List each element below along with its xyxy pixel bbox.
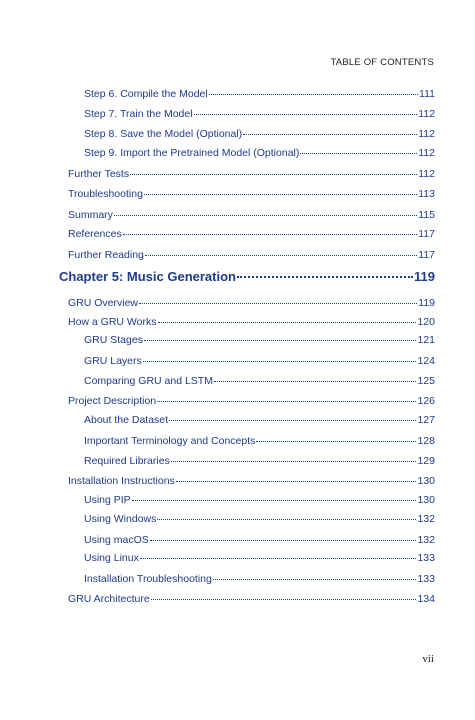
toc-entry[interactable] <box>68 249 435 261</box>
toc-entry-page-number[interactable]: 132 <box>417 534 435 546</box>
dot-leader <box>144 340 417 341</box>
dot-leader <box>209 94 418 95</box>
toc-entry[interactable] <box>84 414 435 426</box>
toc-entry[interactable] <box>68 593 435 605</box>
toc-entry-page-number[interactable]: 112 <box>418 108 435 120</box>
toc-entry-page-number[interactable]: 130 <box>417 475 435 487</box>
toc-entry-label[interactable]: Further Tests <box>68 168 130 180</box>
toc-entry-page-number[interactable]: 133 <box>417 552 435 564</box>
dot-leader <box>213 579 417 580</box>
toc-entry[interactable] <box>84 375 435 387</box>
dot-leader <box>145 255 417 256</box>
dot-leader <box>194 114 418 115</box>
toc-entry[interactable] <box>68 168 435 180</box>
toc-entry-page-number[interactable]: 127 <box>417 414 435 426</box>
toc-entry-page-number[interactable]: 133 <box>417 573 435 585</box>
toc-entry[interactable] <box>84 513 435 525</box>
toc-entry-label[interactable]: Summary <box>68 209 113 221</box>
toc-entry-page-number[interactable]: 112 <box>418 147 435 159</box>
toc-entry-label[interactable]: Step 9. Import the Pretrained Model (Optional) <box>84 147 300 159</box>
toc-entry-label[interactable]: Step 7. Train the Model <box>84 108 193 120</box>
toc-entry[interactable] <box>84 128 435 140</box>
toc-entry-label[interactable]: Chapter 5: Music Generation <box>59 269 236 284</box>
toc-entry[interactable] <box>68 475 435 487</box>
toc-entry-label[interactable]: Using PIP <box>84 494 131 506</box>
dot-leader <box>169 420 416 421</box>
dot-leader <box>214 381 417 382</box>
dot-leader <box>171 461 417 462</box>
toc-entry[interactable] <box>68 316 435 328</box>
toc-entry-label[interactable]: GRU Stages <box>84 334 143 346</box>
dot-leader <box>139 303 417 304</box>
toc-entry[interactable] <box>68 228 435 240</box>
toc-entry[interactable] <box>84 108 435 120</box>
dot-leader <box>237 276 413 278</box>
toc-entry-page-number[interactable]: 124 <box>417 355 435 367</box>
dot-leader <box>300 153 417 154</box>
toc-entry-page-number[interactable]: 121 <box>417 334 435 346</box>
dot-leader <box>158 322 417 323</box>
toc-entry-label[interactable]: Step 6. Compile the Model <box>84 88 208 100</box>
dot-leader <box>151 599 417 600</box>
toc-entry-label[interactable]: How a GRU Works <box>68 316 157 328</box>
toc-entry[interactable] <box>84 88 435 100</box>
toc-entry-label[interactable]: Comparing GRU and LSTM <box>84 375 213 387</box>
page-number: vii <box>422 653 434 665</box>
dot-leader <box>143 361 417 362</box>
toc-entry-page-number[interactable]: 119 <box>418 297 435 309</box>
toc-entry-label[interactable]: Step 8. Save the Model (Optional) <box>84 128 243 140</box>
toc-entry-page-number[interactable]: 119 <box>414 269 435 284</box>
toc-entry[interactable] <box>84 534 435 546</box>
dot-leader <box>140 558 417 559</box>
toc-entry-label[interactable]: References <box>68 228 122 240</box>
toc-entry-page-number[interactable]: 125 <box>417 375 435 387</box>
toc-entry-label[interactable]: Installation Troubleshooting <box>84 573 212 585</box>
dot-leader <box>114 215 417 216</box>
toc-entry-label[interactable]: GRU Architecture <box>68 593 150 605</box>
dot-leader <box>150 540 417 541</box>
toc-entry-page-number[interactable]: 120 <box>417 316 435 328</box>
toc-entry-page-number[interactable]: 117 <box>418 249 435 261</box>
dot-leader <box>157 519 416 520</box>
toc-entry[interactable] <box>68 297 435 309</box>
toc-entry-label[interactable]: Troubleshooting <box>68 188 143 200</box>
toc-entry-page-number[interactable]: 132 <box>417 513 435 525</box>
toc-entry[interactable] <box>84 334 435 346</box>
toc-entry-page-number[interactable]: 111 <box>419 88 435 100</box>
toc-entry-label[interactable]: About the Dataset <box>84 414 169 426</box>
dot-leader <box>130 174 417 175</box>
toc-entry-page-number[interactable]: 113 <box>418 188 435 200</box>
toc-entry-page-number[interactable]: 134 <box>417 593 435 605</box>
toc-entry[interactable] <box>84 494 435 506</box>
toc-entry[interactable] <box>84 573 435 585</box>
toc-entry-page-number[interactable]: 117 <box>418 228 435 240</box>
dot-leader <box>144 194 417 195</box>
toc-entry-label[interactable]: Using macOS <box>84 534 149 546</box>
dot-leader <box>176 481 417 482</box>
toc-entry-page-number[interactable]: 112 <box>418 168 435 180</box>
dot-leader <box>123 234 418 235</box>
toc-entry-page-number[interactable]: 130 <box>417 494 435 506</box>
toc-entry-page-number[interactable]: 115 <box>418 209 435 221</box>
toc-entry[interactable] <box>84 147 435 159</box>
toc-entry-label[interactable]: Important Terminology and Concepts <box>84 435 256 447</box>
toc-entry-page-number[interactable]: 129 <box>417 455 435 467</box>
toc-entry-label[interactable]: Using Linux <box>84 552 139 564</box>
toc-entry-label[interactable]: Installation Instructions <box>68 475 175 487</box>
toc-entry-page-number[interactable]: 128 <box>417 435 435 447</box>
toc-entry-page-number[interactable]: 126 <box>417 395 435 407</box>
dot-leader <box>256 441 416 442</box>
dot-leader <box>243 134 417 135</box>
toc-entry-page-number[interactable]: 112 <box>418 128 435 140</box>
toc-entry[interactable] <box>68 209 435 221</box>
toc-entry-label[interactable]: GRU Layers <box>84 355 142 367</box>
dot-leader <box>157 401 416 402</box>
toc-chapter-entry[interactable] <box>59 269 435 284</box>
running-header: TABLE OF CONTENTS <box>330 57 434 68</box>
toc-entry-label[interactable]: Project Description <box>68 395 157 407</box>
dot-leader <box>132 500 417 501</box>
toc-entry-label[interactable]: Using Windows <box>84 513 157 525</box>
toc-entry[interactable] <box>68 395 435 407</box>
toc-entry[interactable] <box>84 455 435 467</box>
toc-entry[interactable] <box>84 552 435 564</box>
toc-entry[interactable] <box>84 435 435 447</box>
toc-entry-label[interactable]: Required Libraries <box>84 455 170 467</box>
toc-entry-label[interactable]: GRU Overview <box>68 297 139 309</box>
toc-entry[interactable] <box>68 188 435 200</box>
toc-entry-label[interactable]: Further Reading <box>68 249 144 261</box>
toc-entry[interactable] <box>84 355 435 367</box>
